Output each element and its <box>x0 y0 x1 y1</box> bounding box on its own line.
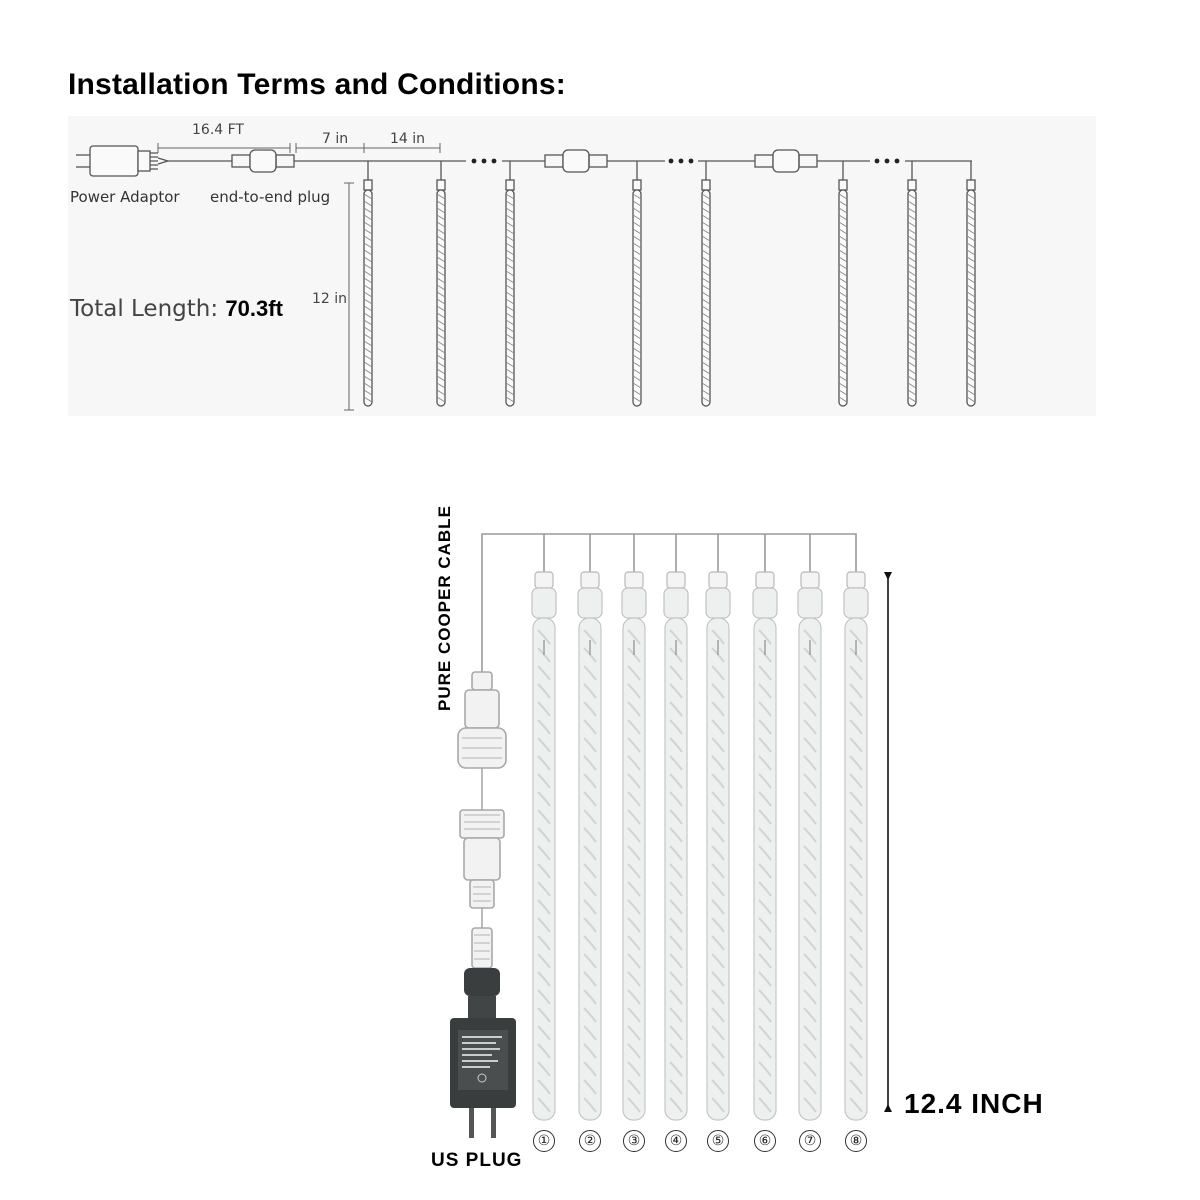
top-tube <box>633 161 641 406</box>
tube-number-5: ⑤ <box>707 1130 729 1152</box>
spacing-14in-label: 14 in <box>390 131 426 147</box>
page-title: Installation Terms and Conditions: <box>68 68 566 101</box>
tube-number-6: ⑥ <box>754 1130 776 1152</box>
height-dimension-arrow <box>884 572 892 1112</box>
dimension-lines <box>158 143 440 410</box>
tube-height-inch-label: 12.4 INCH <box>904 1088 1044 1119</box>
top-tube <box>839 161 847 406</box>
tube-number-1: ① <box>533 1130 555 1152</box>
led-tube <box>578 572 602 1120</box>
spacing-7in-label: 7 in <box>322 131 349 147</box>
connector-plug-icon <box>545 150 607 172</box>
cable-length-label: 16.4 FT <box>192 122 244 138</box>
led-tube <box>844 572 868 1120</box>
led-tube <box>706 572 730 1120</box>
end-to-end-plug-label: end-to-end plug <box>210 188 331 206</box>
bottom-tubes <box>532 572 868 1120</box>
us-plug-adapter-icon <box>450 968 516 1138</box>
connector-plug-icon <box>755 150 817 172</box>
top-tube <box>437 161 445 406</box>
led-tube <box>798 572 822 1120</box>
tube-number-7: ⑦ <box>799 1130 821 1152</box>
led-tube <box>664 572 688 1120</box>
top-tube <box>364 161 372 406</box>
total-length <box>70 296 283 322</box>
top-tube <box>702 161 710 406</box>
led-tube <box>532 572 556 1120</box>
tube-number-4: ④ <box>665 1130 687 1152</box>
top-tubes <box>364 161 975 406</box>
total-length-value: 70.3ft <box>225 296 283 321</box>
top-diagram <box>76 143 975 410</box>
tube-height-label: 12 in <box>312 291 348 307</box>
tube-number-2: ② <box>579 1130 601 1152</box>
top-tube <box>967 161 975 406</box>
top-tube <box>506 161 514 406</box>
power-adaptor-label: Power Adaptor <box>70 188 180 206</box>
tube-number-3: ③ <box>623 1130 645 1152</box>
tube-number-8: ⑧ <box>845 1130 867 1152</box>
power-adaptor-icon <box>76 146 168 176</box>
cable-label: PURE COOPER CABLE <box>435 505 454 711</box>
branch-cables <box>544 534 856 574</box>
led-tube <box>622 572 646 1120</box>
us-plug-label: US PLUG <box>431 1150 523 1171</box>
total-length-prefix: Total Length: <box>70 296 219 322</box>
waterproof-connector-icon <box>458 672 506 968</box>
top-tube <box>908 161 916 406</box>
led-tube <box>753 572 777 1120</box>
end-to-end-plug-icon <box>232 150 294 172</box>
bottom-diagram <box>450 534 892 1138</box>
